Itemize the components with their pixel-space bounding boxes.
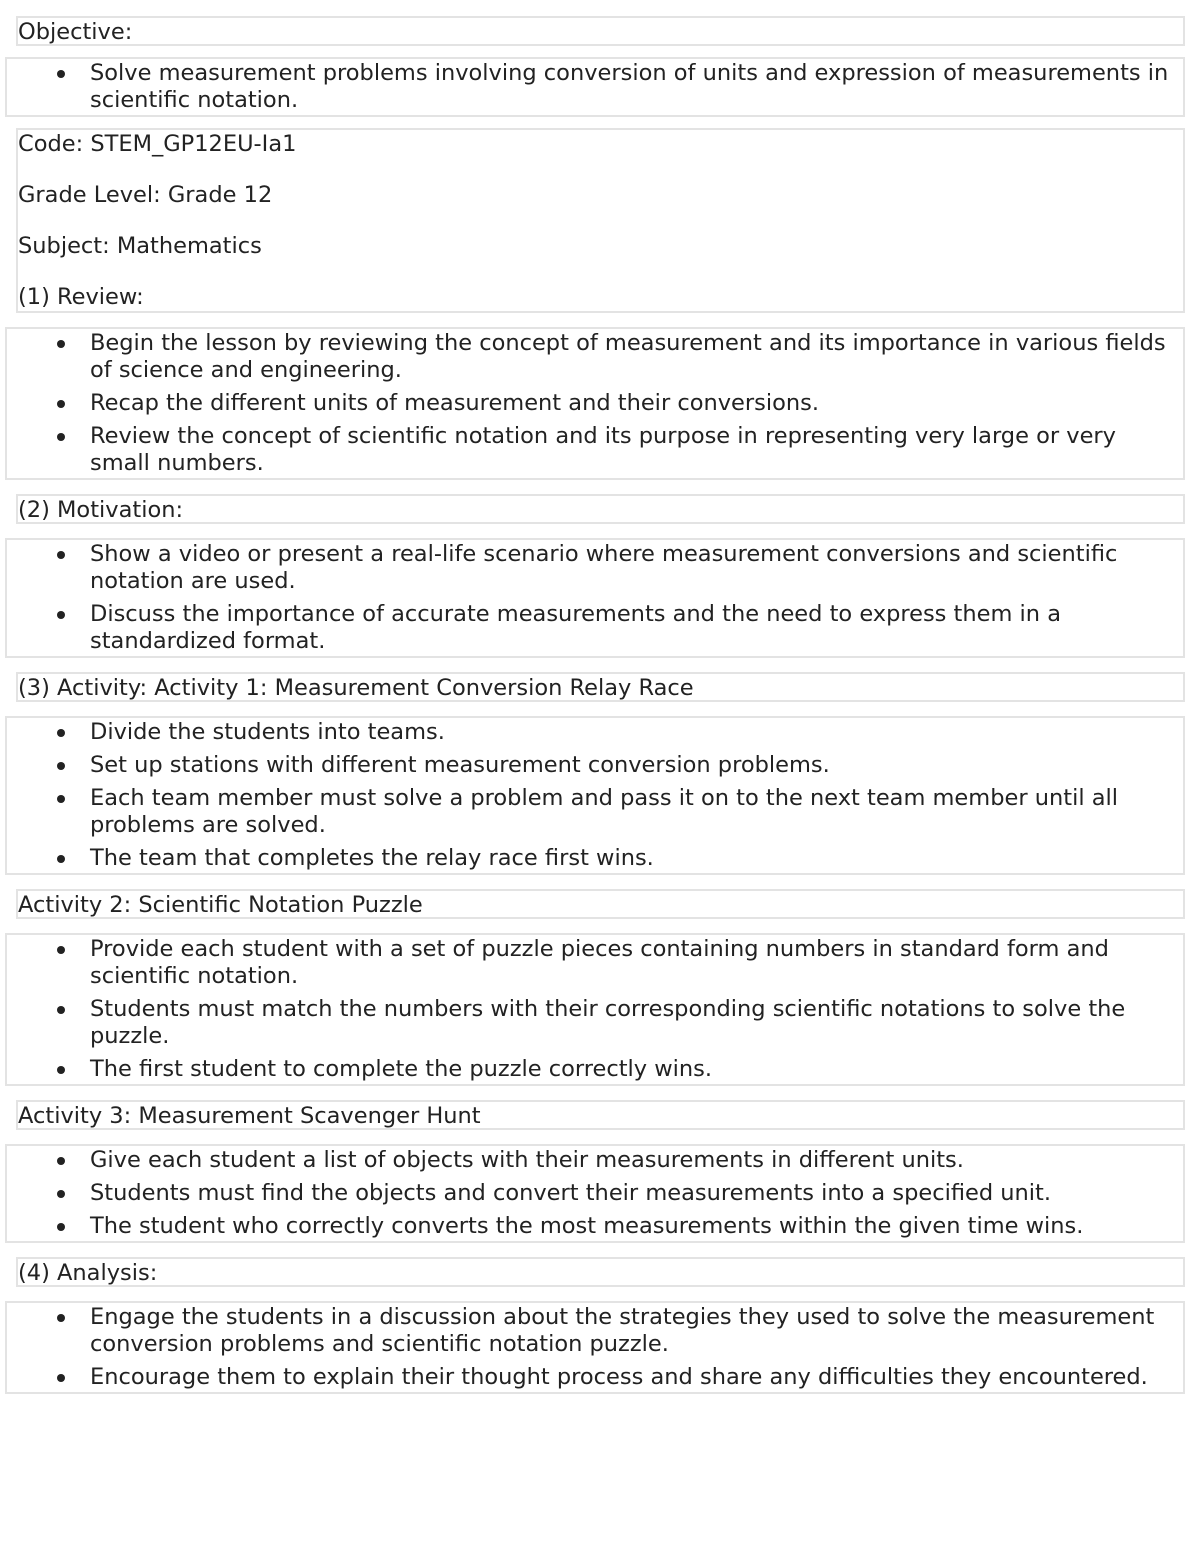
- subject-line: Subject: Mathematics: [18, 233, 262, 259]
- list-item: Give each student a list of objects with their measurements in different units.: [90, 1147, 1183, 1174]
- list-item: Provide each student with a set of puzzle pieces containing numbers in standard form and scientific notation.: [90, 936, 1183, 990]
- activity3-heading: Activity 3: Measurement Scavenger Hunt: [18, 1103, 481, 1129]
- bullet-icon: [57, 855, 65, 863]
- activity1-list: [7, 719, 1183, 872]
- bullet-icon: [57, 70, 65, 78]
- review-list-box: [5, 327, 1185, 480]
- activity2-list-box: [5, 933, 1185, 1086]
- lesson-plan-document: [5, 16, 1185, 1405]
- list-item: The student who correctly converts the most measurements within the given time wins.: [90, 1213, 1183, 1240]
- analysis-heading-box: [16, 1257, 1185, 1287]
- grade-level-line: Grade Level: Grade 12: [18, 182, 273, 208]
- motivation-heading-box: [16, 494, 1185, 524]
- bullet-icon: [57, 551, 65, 559]
- activity3-heading-box: [16, 1100, 1185, 1130]
- bullet-icon: [57, 400, 65, 408]
- list-item: Discuss the importance of accurate measurements and the need to express them in a standardized format.: [90, 601, 1183, 655]
- analysis-list-box: [5, 1301, 1185, 1394]
- analysis-heading: (4) Analysis:: [18, 1260, 158, 1286]
- bullet-icon: [57, 946, 65, 954]
- list-item: Students must match the numbers with their corresponding scientific notations to solve the puzzle.: [90, 996, 1183, 1050]
- bullet-icon: [57, 340, 65, 348]
- list-item: Engage the students in a discussion about the strategies they used to solve the measurement conversion problems and scientific notation puzzle.: [90, 1304, 1183, 1358]
- activity1-list-box: [5, 716, 1185, 875]
- list-item: Recap the different units of measurement and their conversions.: [90, 390, 1183, 417]
- list-item: Encourage them to explain their thought process and share any difficulties they encountered.: [90, 1364, 1183, 1391]
- analysis-list: [7, 1304, 1183, 1391]
- list-item: Students must find the objects and convert their measurements into a specified unit.: [90, 1180, 1183, 1207]
- activity2-heading-box: [16, 889, 1185, 919]
- activity2-heading: Activity 2: Scientific Notation Puzzle: [18, 892, 423, 918]
- bullet-icon: [57, 729, 65, 737]
- activity1-heading-box: [16, 672, 1185, 702]
- review-heading: (1) Review:: [18, 284, 144, 310]
- bullet-icon: [57, 1223, 65, 1231]
- activity2-list: [7, 936, 1183, 1083]
- motivation-list-box: [5, 538, 1185, 658]
- list-item: Set up stations with different measurement conversion problems.: [90, 752, 1183, 779]
- motivation-list: [7, 541, 1183, 655]
- list-item: Show a video or present a real-life scenario where measurement conversions and scientific notation are used.: [90, 541, 1183, 595]
- activity1-heading: (3) Activity: Activity 1: Measurement Conversion Relay Race: [18, 675, 694, 701]
- list-item: Divide the students into teams.: [90, 719, 1183, 746]
- bullet-icon: [57, 762, 65, 770]
- list-item: Review the concept of scientific notation and its purpose in representing very large or very small numbers.: [90, 423, 1183, 477]
- objective-heading: Objective:: [18, 19, 133, 45]
- list-item: Each team member must solve a problem and pass it on to the next team member until all problems are solved.: [90, 785, 1183, 839]
- bullet-icon: [57, 1314, 65, 1322]
- review-list: [7, 330, 1183, 477]
- bullet-icon: [57, 611, 65, 619]
- bullet-icon: [57, 1066, 65, 1074]
- bullet-icon: [57, 433, 65, 441]
- list-item: The team that completes the relay race first wins.: [90, 845, 1183, 872]
- bullet-icon: [57, 1190, 65, 1198]
- activity3-list-box: [5, 1144, 1185, 1243]
- bullet-icon: [57, 795, 65, 803]
- activity3-list: [7, 1147, 1183, 1240]
- motivation-heading: (2) Motivation:: [18, 497, 184, 523]
- bullet-icon: [57, 1157, 65, 1165]
- bullet-icon: [57, 1374, 65, 1382]
- objective-list: [7, 60, 1183, 114]
- list-item: Solve measurement problems involving conversion of units and expression of measurements in scientific notation.: [90, 60, 1183, 114]
- lesson-info-box: [16, 128, 1185, 313]
- list-item: The first student to complete the puzzle correctly wins.: [90, 1056, 1183, 1083]
- objective-heading-box: [16, 16, 1185, 46]
- objective-list-box: [5, 57, 1185, 117]
- list-item: Begin the lesson by reviewing the concept of measurement and its importance in various fields of science and engineering.: [90, 330, 1183, 384]
- code-line: Code: STEM_GP12EU-Ia1: [18, 131, 297, 157]
- bullet-icon: [57, 1006, 65, 1014]
